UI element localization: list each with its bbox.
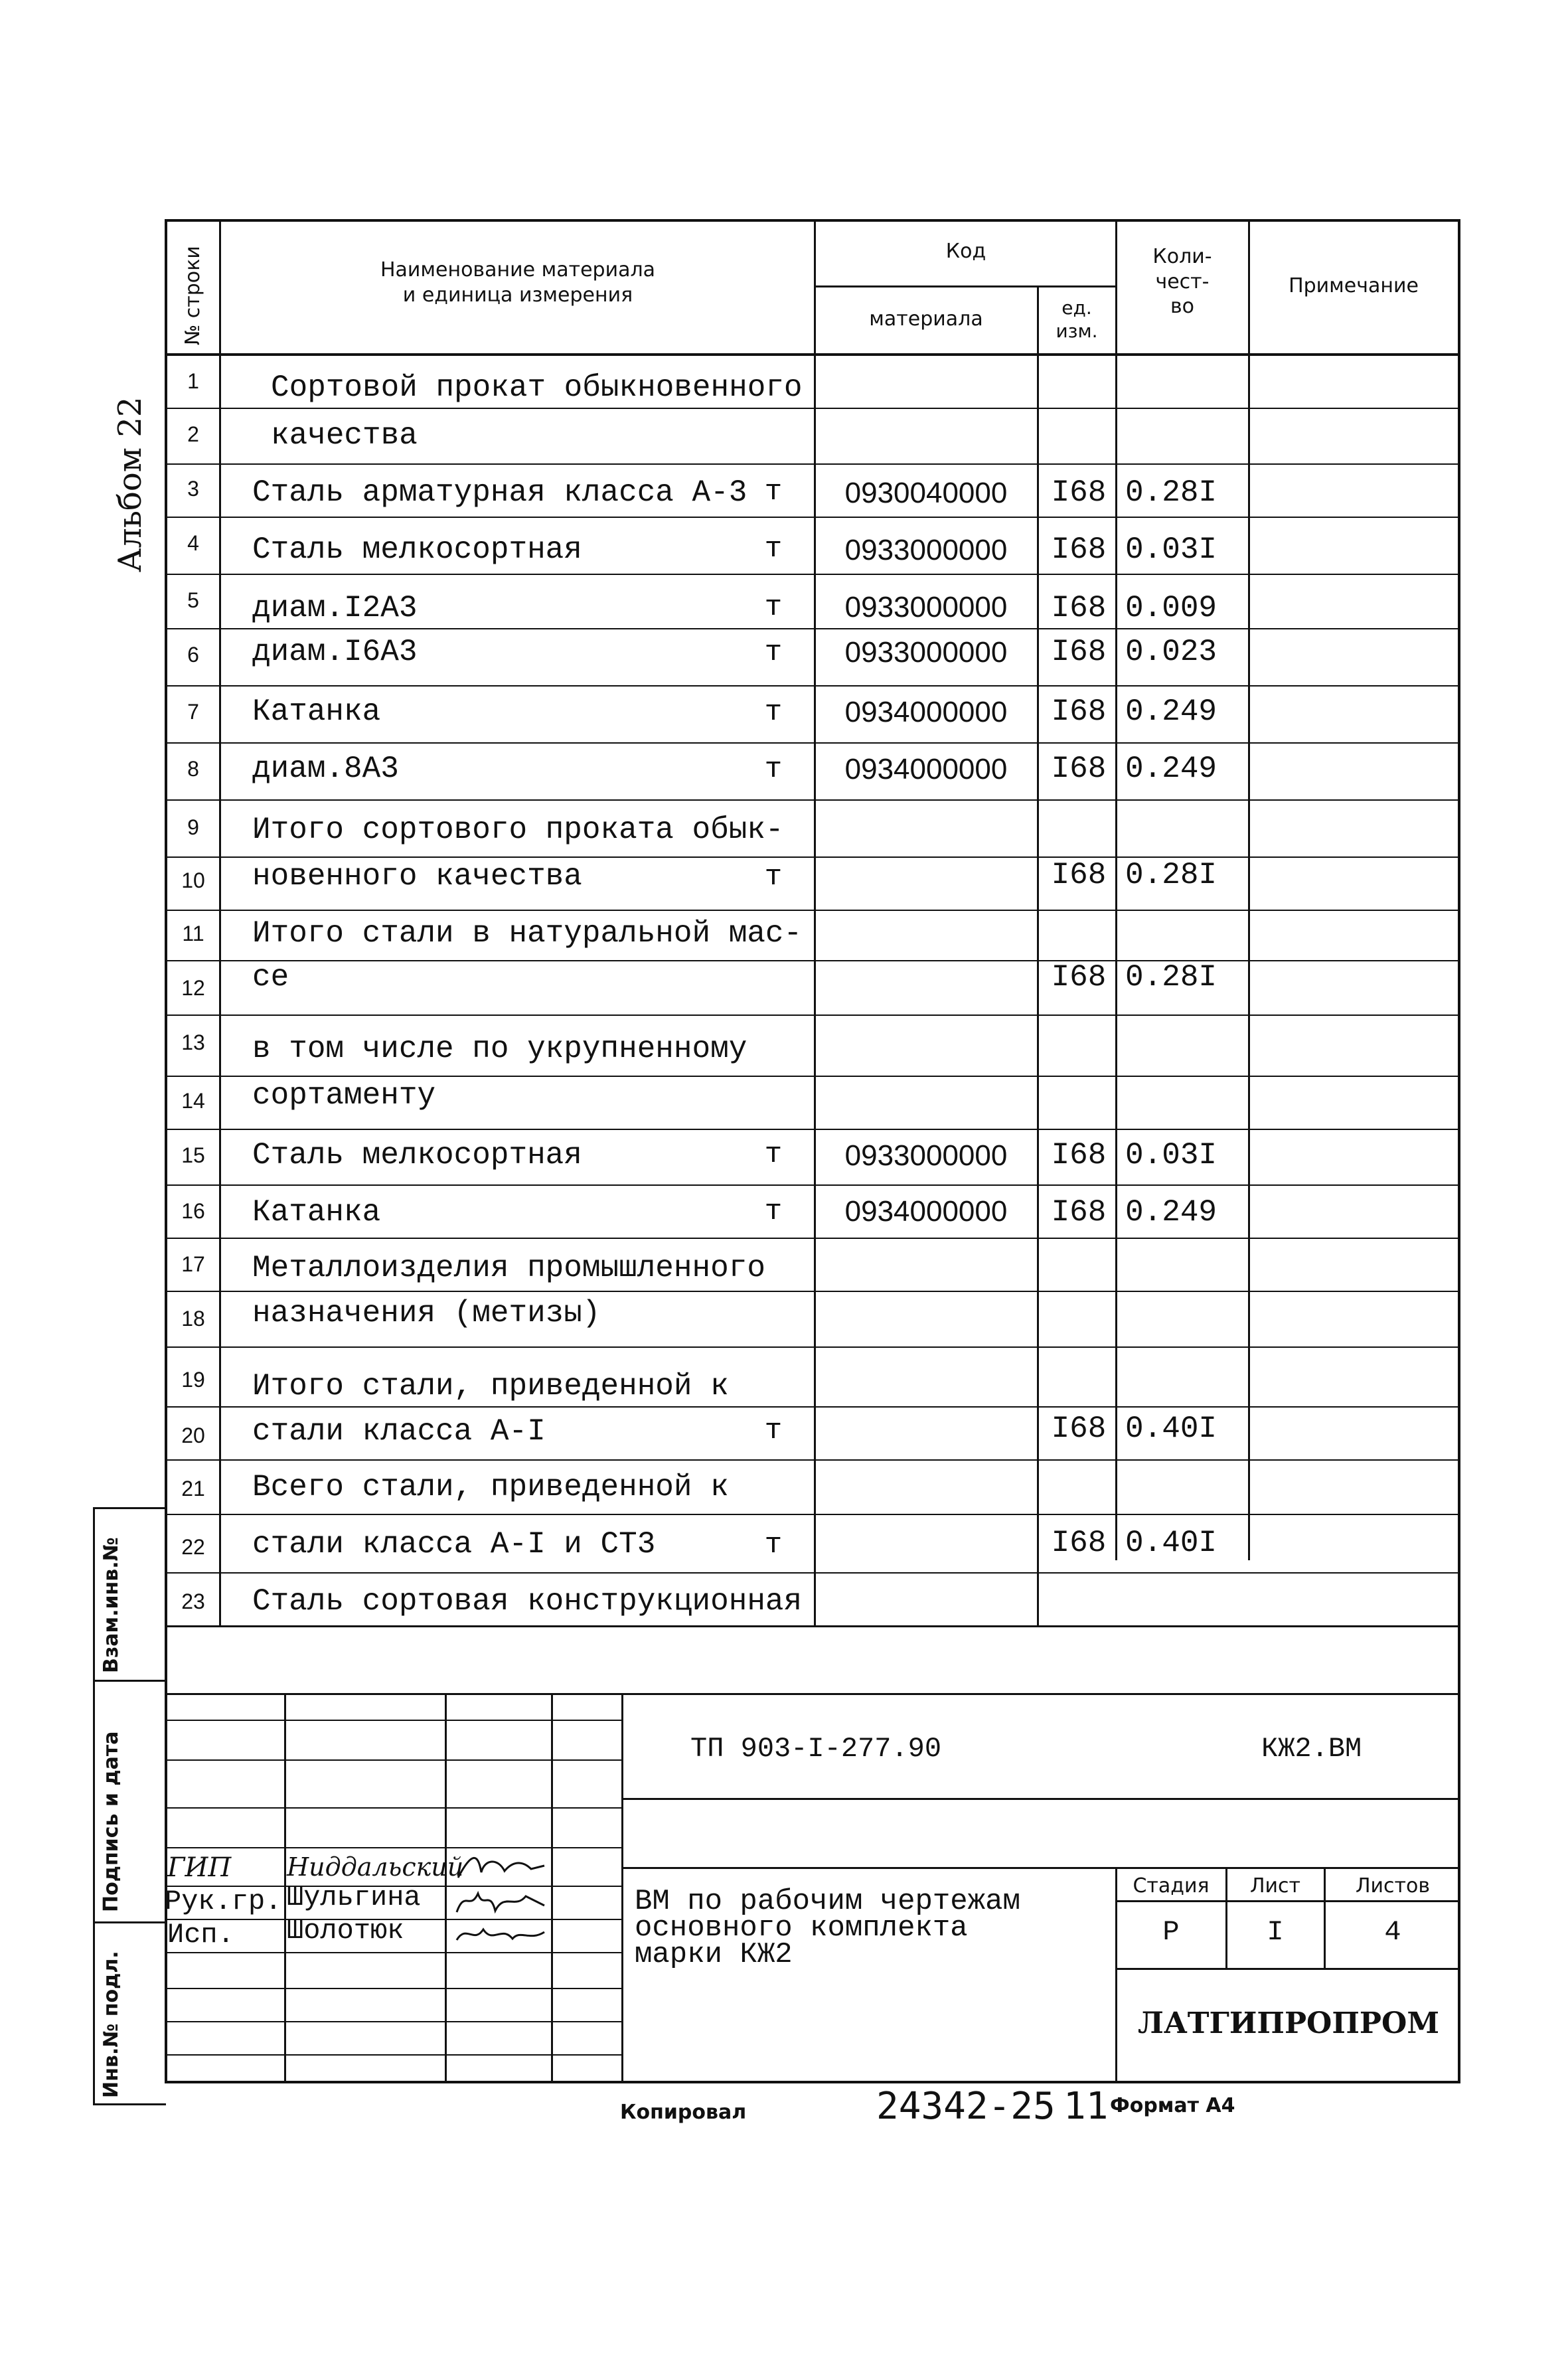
row-name: Сталь мелкосортная [252,532,582,567]
row-number: 19 [181,1368,205,1392]
row-t: т [764,696,783,729]
row-number: 7 [187,700,199,724]
row-t: т [764,753,783,786]
side-replace-inv: Взам.инв.№ [100,1537,123,1673]
row-name: Итого стали в натуральной мас- [252,916,803,951]
row-name: Итого сортового проката обык- [252,813,784,847]
row-code: 0933000000 [844,636,1008,669]
row-qty: 0.28I [1125,858,1217,892]
row-number: 23 [181,1589,205,1613]
row-unit: I68 [1051,532,1107,567]
row-name: Сталь мелкосортная [252,1138,582,1173]
row-number: 8 [187,757,199,781]
row-t: т [764,532,783,566]
signature-gip [451,1846,551,1886]
row-qty: 0.249 [1125,752,1217,786]
row-qty: 0.249 [1125,694,1217,729]
row-unit: I68 [1051,635,1107,669]
row-t: т [764,475,783,509]
header-unit: ед. изм. [1056,297,1098,342]
row-name: Сортовой прокат обыкновенного [271,370,803,405]
sheets-label: Листов [1355,1874,1431,1898]
sheet-label: Лист [1249,1874,1301,1898]
row-name: Катанка [252,694,381,729]
row-name: в том числе по укрупненному [252,1032,747,1066]
header-note: Примечание [1289,274,1419,297]
row-qty: 0.40I [1125,1526,1217,1560]
row-number: 15 [181,1143,205,1167]
row-number: 9 [187,815,199,839]
row-name: Металлоизделия промышленного [252,1251,765,1285]
row-t: т [764,636,783,669]
row-code: 0934000000 [844,696,1008,728]
role-gip: ГИП [167,1852,232,1883]
header-qty: Коли- чест- во [1152,245,1212,318]
row-unit: I68 [1051,1138,1107,1173]
header-material: материала [869,307,983,331]
row-name: Сталь сортовая конструкционная [252,1584,803,1619]
row-unit: I68 [1051,752,1107,786]
stage-label: Стадия [1133,1874,1210,1898]
role-ruk: Рук.гр. [165,1886,282,1917]
row-name: назначения (метизы) [252,1296,601,1331]
row-unit: I68 [1051,694,1107,729]
row-number: 5 [187,588,199,612]
doc-description: ВМ по рабочим чертежам основного комплекта марки КЖ2 [635,1885,1020,1971]
row-number: 4 [187,531,199,555]
row-name: качества [271,418,418,453]
row-name: диам.I6А3 [252,635,418,669]
row-number: 11 [182,922,204,945]
signature-isp [451,1915,551,1952]
row-qty: 0.03I [1125,532,1217,567]
row-number: 16 [181,1199,205,1223]
row-number: 17 [181,1252,205,1276]
row-name: новенного качества [252,859,582,894]
row-number: 18 [181,1307,205,1331]
doc-code: ТП 903-I-277.90 [690,1733,942,1765]
row-unit: I68 [1051,960,1107,995]
row-name: Катанка [252,1195,381,1230]
row-name: сортаменту [252,1078,436,1113]
row-number: 6 [187,643,199,667]
footer-copied: Копировал [620,2101,747,2124]
header-row-no: № строки [181,246,204,345]
row-number: 22 [181,1535,205,1559]
row-qty: 0.023 [1125,635,1217,669]
row-number: 12 [181,976,205,1000]
row-t: т [764,1195,783,1228]
role-isp: Исп. [167,1919,234,1951]
row-name: Всего стали, приведенной к [252,1470,729,1504]
row-name: стали класса А-I и СТ3 [252,1527,656,1562]
footer-sheet-mark: 11 [1063,2085,1109,2128]
row-unit: I68 [1051,1195,1107,1230]
row-name: Сталь арматурная класса А-3 [252,475,747,510]
side-inv-no: Инв.№ подл. [100,1951,123,2098]
footer-format: Формат А4 [1110,2094,1235,2117]
row-name: диам.I2А3 [252,591,418,625]
row-code: 0933000000 [844,534,1008,566]
row-number: 21 [181,1477,205,1501]
stage-value: Р [1162,1916,1180,1948]
header-code: Код [945,240,986,263]
row-number: 10 [181,868,205,892]
row-qty: 0.28I [1125,475,1217,510]
row-unit: I68 [1051,475,1107,510]
row-unit: I68 [1051,1412,1107,1446]
row-unit: I68 [1051,1526,1107,1560]
row-qty: 0.03I [1125,1138,1217,1173]
side-sign-date: Подпись и дата [100,1731,123,1912]
row-qty: 0.249 [1125,1195,1217,1230]
row-name: се [252,960,289,995]
album-label: Альбом 22 [112,396,149,572]
row-number: 2 [187,422,199,446]
row-name: диам.8А3 [252,752,399,786]
row-t: т [764,860,783,894]
row-qty: 0.28I [1125,960,1217,995]
row-number: 13 [181,1030,205,1054]
row-name: стали класса А-I [252,1414,546,1449]
row-code: 0934000000 [844,1195,1008,1228]
row-number: 3 [187,477,199,501]
row-t: т [764,1414,783,1447]
row-qty: 0.40I [1125,1412,1217,1446]
row-name: Итого стали, приведенной к [252,1369,729,1404]
row-t: т [764,591,783,624]
row-qty: 0.009 [1125,591,1217,625]
row-number: 1 [187,369,199,393]
row-code: 0930040000 [844,477,1008,509]
row-code: 0933000000 [844,591,1008,623]
header-name: Наименование материала и единица измерения [380,258,656,307]
row-t: т [764,1138,783,1171]
row-number: 14 [181,1089,205,1113]
name-ruk: Шульгина [287,1882,421,1913]
doc-mark: КЖ2.ВМ [1261,1733,1362,1765]
row-number: 20 [181,1423,205,1447]
org-name: ЛАТГИПРОПРОМ [1137,2006,1440,2040]
sheets-value: 4 [1384,1916,1401,1948]
row-unit: I68 [1051,591,1107,625]
row-unit: I68 [1051,858,1107,892]
name-gip: Ниддальский [287,1852,464,1882]
footer-number: 24342-25 [876,2085,1056,2128]
name-isp: Шолотюк [287,1915,404,1947]
row-t: т [764,1528,783,1562]
row-code: 0933000000 [844,1139,1008,1172]
row-code: 0934000000 [844,753,1008,785]
sheet-value: I [1267,1916,1284,1948]
